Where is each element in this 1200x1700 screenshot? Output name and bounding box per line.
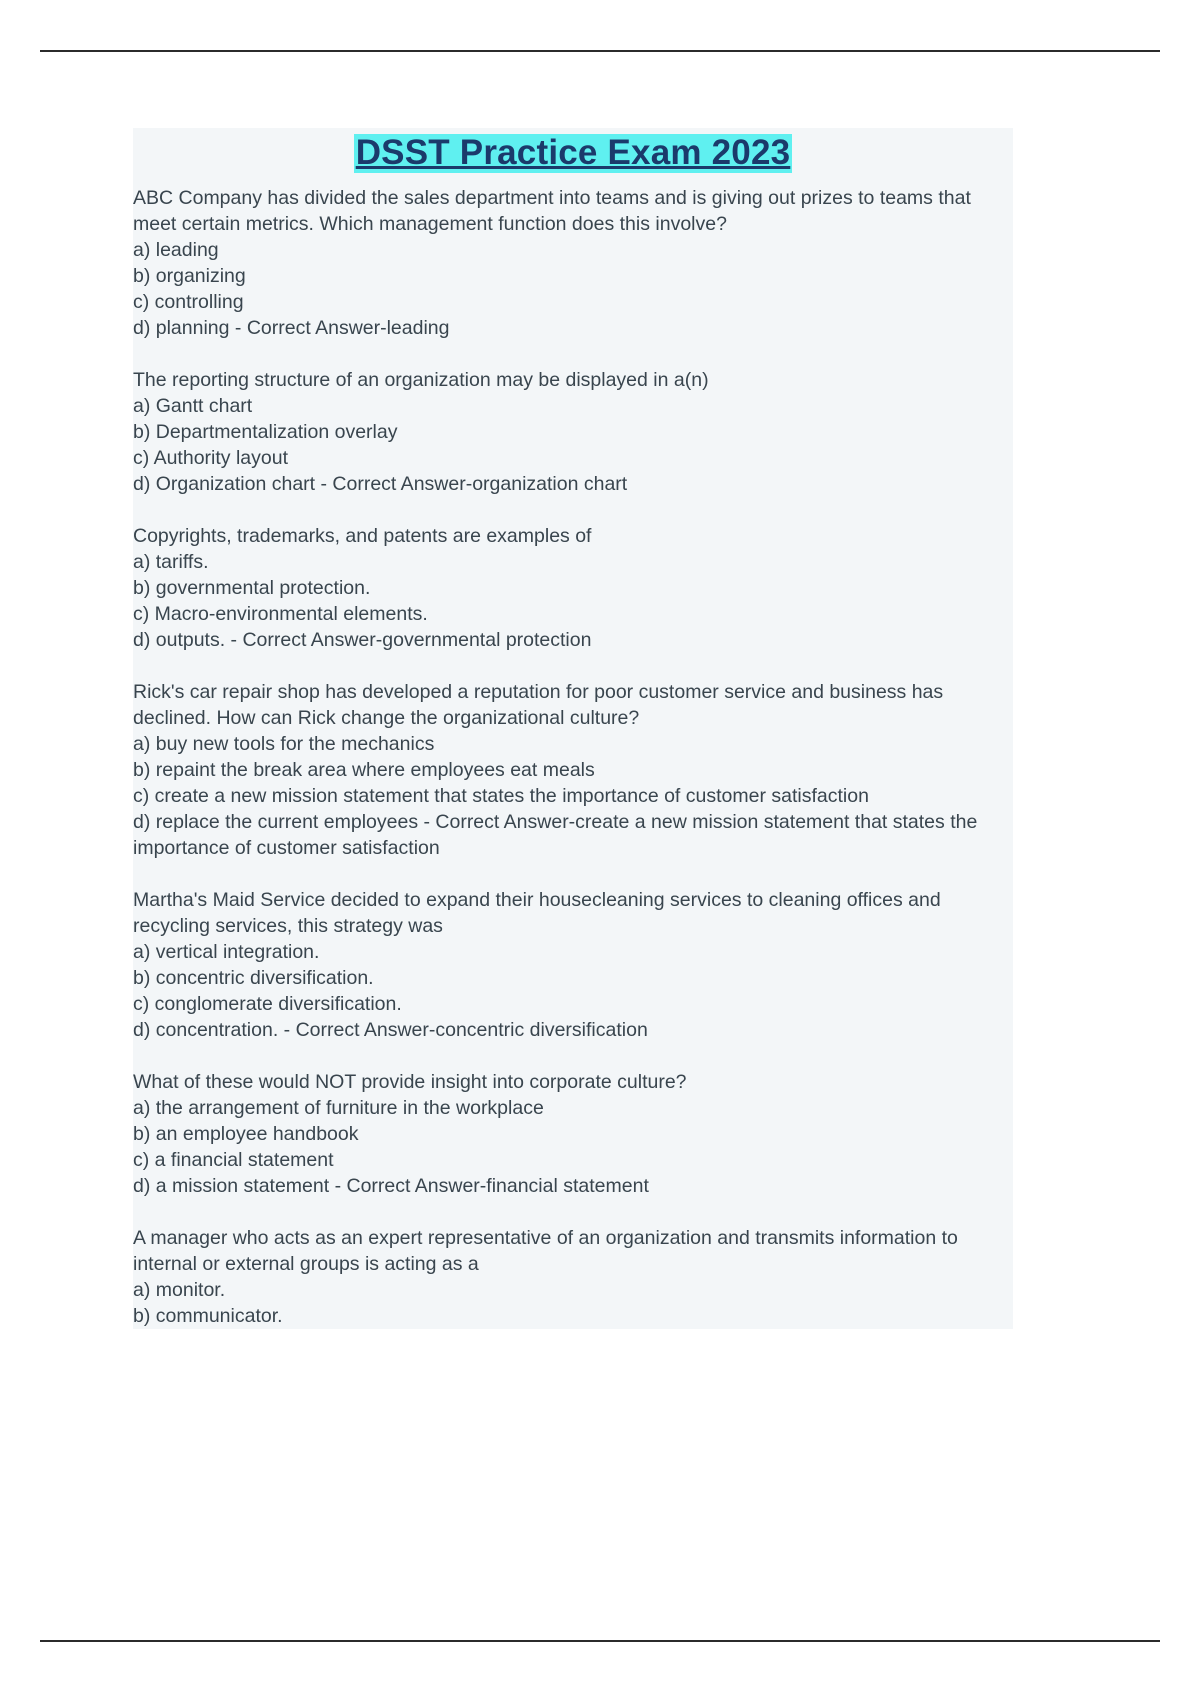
option-b: b) repaint the break area where employees eat meals	[133, 758, 595, 781]
title-banner	[133, 128, 1013, 183]
exam-question-list	[133, 183, 1013, 1329]
option-c: c) Authority layout	[133, 446, 288, 469]
option-d: d) Organization chart - Correct Answer-organization chart	[133, 472, 628, 495]
question-block	[133, 1225, 1013, 1329]
option-d: d) replace the current employees - Correct Answer-create a new mission statement that states the importance of customer satisfaction	[133, 810, 983, 859]
option-c: c) controlling	[133, 290, 244, 313]
question-stem: A manager who acts as an expert representative of an organization and transmits information to internal or external groups is acting as a	[133, 1226, 964, 1275]
page-title: DSST Practice Exam 2023	[355, 133, 791, 172]
option-b: b) an employee handbook	[133, 1122, 359, 1145]
question-stem: What of these would NOT provide insight into corporate culture?	[133, 1070, 687, 1093]
question-block	[133, 1069, 1013, 1199]
option-b: b) Departmentalization overlay	[133, 420, 398, 443]
option-a: a) vertical integration.	[133, 940, 320, 963]
header-divider	[40, 50, 1160, 52]
option-d: d) planning - Correct Answer-leading	[133, 316, 450, 339]
footer-divider	[40, 1640, 1160, 1642]
option-a: a) the arrangement of furniture in the workplace	[133, 1096, 544, 1119]
option-b: b) organizing	[133, 264, 246, 287]
option-a: a) leading	[133, 238, 219, 261]
option-d: d) a mission statement - Correct Answer-financial statement	[133, 1174, 649, 1197]
option-a: a) Gantt chart	[133, 394, 253, 417]
option-a: a) buy new tools for the mechanics	[133, 732, 435, 755]
option-b: b) governmental protection.	[133, 576, 371, 599]
question-block	[133, 887, 1013, 1043]
question-block	[133, 367, 1013, 497]
question-stem: Martha's Maid Service decided to expand their housecleaning services to cleaning offices and recycling services, this strategy was	[133, 888, 947, 937]
option-c: c) conglomerate diversification.	[133, 992, 402, 1015]
option-d: d) concentration. - Correct Answer-concentric diversification	[133, 1018, 648, 1041]
question-stem: Copyrights, trademarks, and patents are examples of	[133, 524, 592, 547]
question-block	[133, 185, 1013, 341]
option-a: a) monitor.	[133, 1278, 226, 1301]
question-stem: Rick's car repair shop has developed a reputation for poor customer service and business has declined. How can Rick change the organizational culture?	[133, 680, 949, 729]
option-a: a) tariffs.	[133, 550, 209, 573]
option-c: c) a financial statement	[133, 1148, 334, 1171]
option-b: b) communicator.	[133, 1304, 283, 1327]
option-b: b) concentric diversification.	[133, 966, 374, 989]
question-stem: The reporting structure of an organization may be displayed in a(n)	[133, 368, 709, 391]
option-c: c) Macro-environmental elements.	[133, 602, 428, 625]
option-d: d) outputs. - Correct Answer-governmental protection	[133, 628, 592, 651]
document-content	[133, 128, 1013, 1329]
question-block	[133, 679, 1013, 861]
question-stem: ABC Company has divided the sales department into teams and is giving out prizes to teams that meet certain metrics. Which management function does this involve?	[133, 186, 977, 235]
question-block	[133, 523, 1013, 653]
option-c: c) create a new mission statement that states the importance of customer satisfaction	[133, 784, 869, 807]
